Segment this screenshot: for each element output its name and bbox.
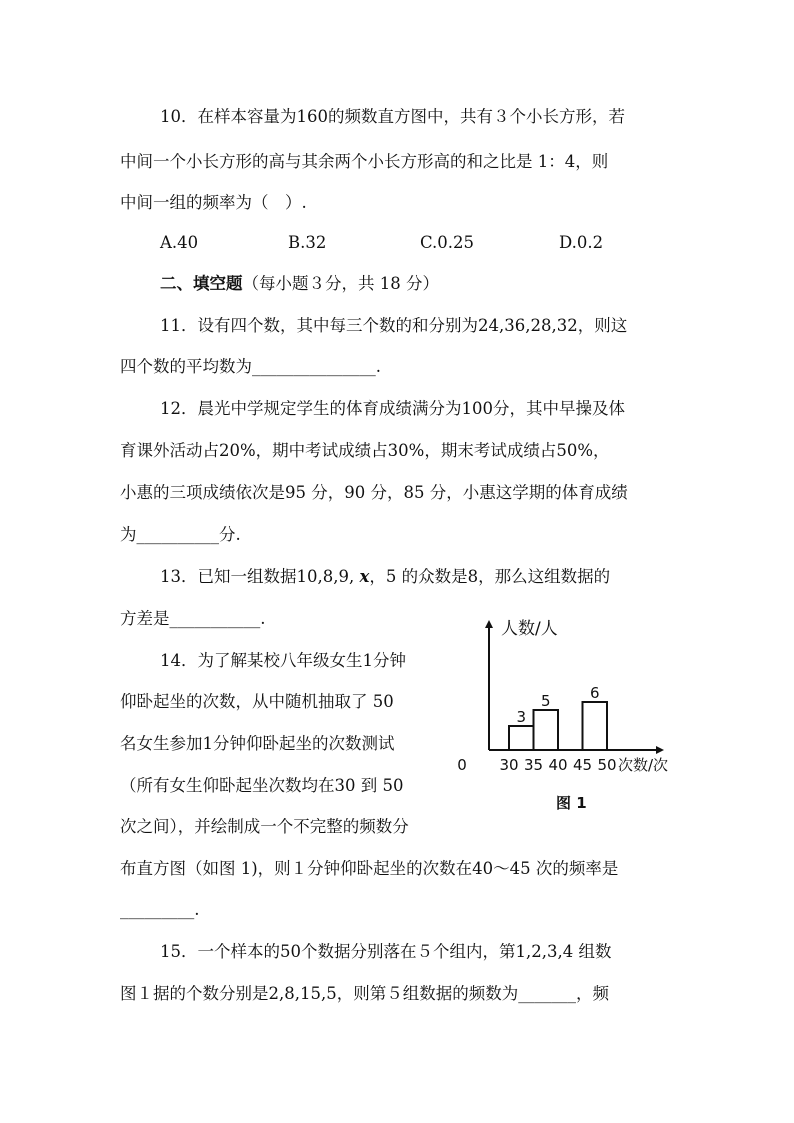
q10-option-a[interactable]: A.40 (160, 233, 199, 252)
q13-line-1 (160, 566, 610, 588)
x-tick-label: 0 (457, 756, 467, 774)
q12-line-4: 为__________分. (120, 525, 241, 544)
x-tick-label: 45 (572, 756, 593, 774)
bars-group (509, 684, 607, 750)
q14-line-3: 名女生参加1分钟仰卧起坐的次数测试 (120, 734, 395, 753)
x-tick-label: 30 (499, 756, 519, 774)
x-axis-label: 次数/次 (618, 756, 669, 774)
q10-option-d[interactable]: D.0.2 (559, 233, 604, 252)
bar-value-label: 6 (589, 684, 600, 702)
q10-line-2: 中间一个小长方形的高与其余两个小长方形高的和之比是 1：4，则 (120, 152, 609, 171)
q15-line-1: 15．一个样本的50个数据分别落在５个组内，第1,2,3,4 组数 (160, 942, 612, 961)
q10-option-c[interactable]: C.0.25 (420, 233, 475, 252)
section-heading (160, 273, 439, 295)
bar-value-label: 5 (540, 692, 551, 710)
figure-caption: 图 1 (556, 794, 587, 812)
x-tick-label: 40 (548, 756, 568, 774)
q10-line-3: 中间一组的频率为（ ）. (120, 193, 307, 212)
q14-line-6: 布直方图（如图 1)，则１分钟仰卧起坐的次数在40～45 次的频率是 (120, 859, 619, 878)
q14-line-4: （所有女生仰卧起坐次数均在30 到 50 (120, 776, 404, 795)
q14-line-5: 次之间），并绘制成一个不完整的频数分 (120, 817, 409, 836)
y-axis-label: 人数/人 (501, 619, 558, 639)
q12-line-1: 12．晨光中学规定学生的体育成绩满分为100分，其中早操及体 (160, 399, 625, 418)
q15-line-2: 图１据的个数分别是2,8,15,5，则第５组数据的频数为_______，频 (120, 984, 609, 1003)
q13-text-b: ，5 的众数是8，那么这组数据的 (369, 567, 611, 586)
x-tick-label: 50 (597, 756, 617, 774)
histogram-figure (452, 618, 672, 818)
q11-line-2: 四个数的平均数为_______________. (120, 357, 381, 376)
histogram-bar (583, 702, 608, 750)
q14-line-7: _________. (120, 900, 200, 919)
q10-option-b[interactable]: B.32 (288, 233, 327, 252)
bar-value-label: 3 (516, 708, 527, 726)
q13-variable-x: x (359, 567, 370, 586)
q13-line-2: 方差是___________. (120, 609, 266, 628)
histogram-bar (534, 710, 559, 750)
section-note: （每小题３分，共 18 分） (242, 274, 439, 293)
q11-line-1: 11．设有四个数，其中每三个数的和分别为24,36,28,32，则这 (160, 316, 628, 335)
q12-line-3: 小惠的三项成绩依次是95 分，90 分，85 分，小惠这学期的体育成绩 (120, 483, 628, 502)
q12-line-2: 育课外活动占20%，期中考试成绩占30%，期末考试成绩占50%， (120, 441, 610, 460)
x-ticks-group (457, 756, 616, 774)
section-title: 二、填空题 (160, 274, 243, 293)
x-tick-label: 35 (523, 756, 544, 774)
histogram-bar (509, 726, 534, 750)
q13-text-a: 13．已知一组数据10,8,9, (160, 567, 355, 586)
q14-line-2: 仰卧起坐的次数，从中随机抽取了 50 (120, 692, 394, 711)
q10-line-1: 10．在样本容量为160的频数直方图中，共有３个小长方形，若 (160, 107, 625, 126)
q14-line-1: 14．为了解某校八年级女生1分钟 (160, 651, 406, 670)
